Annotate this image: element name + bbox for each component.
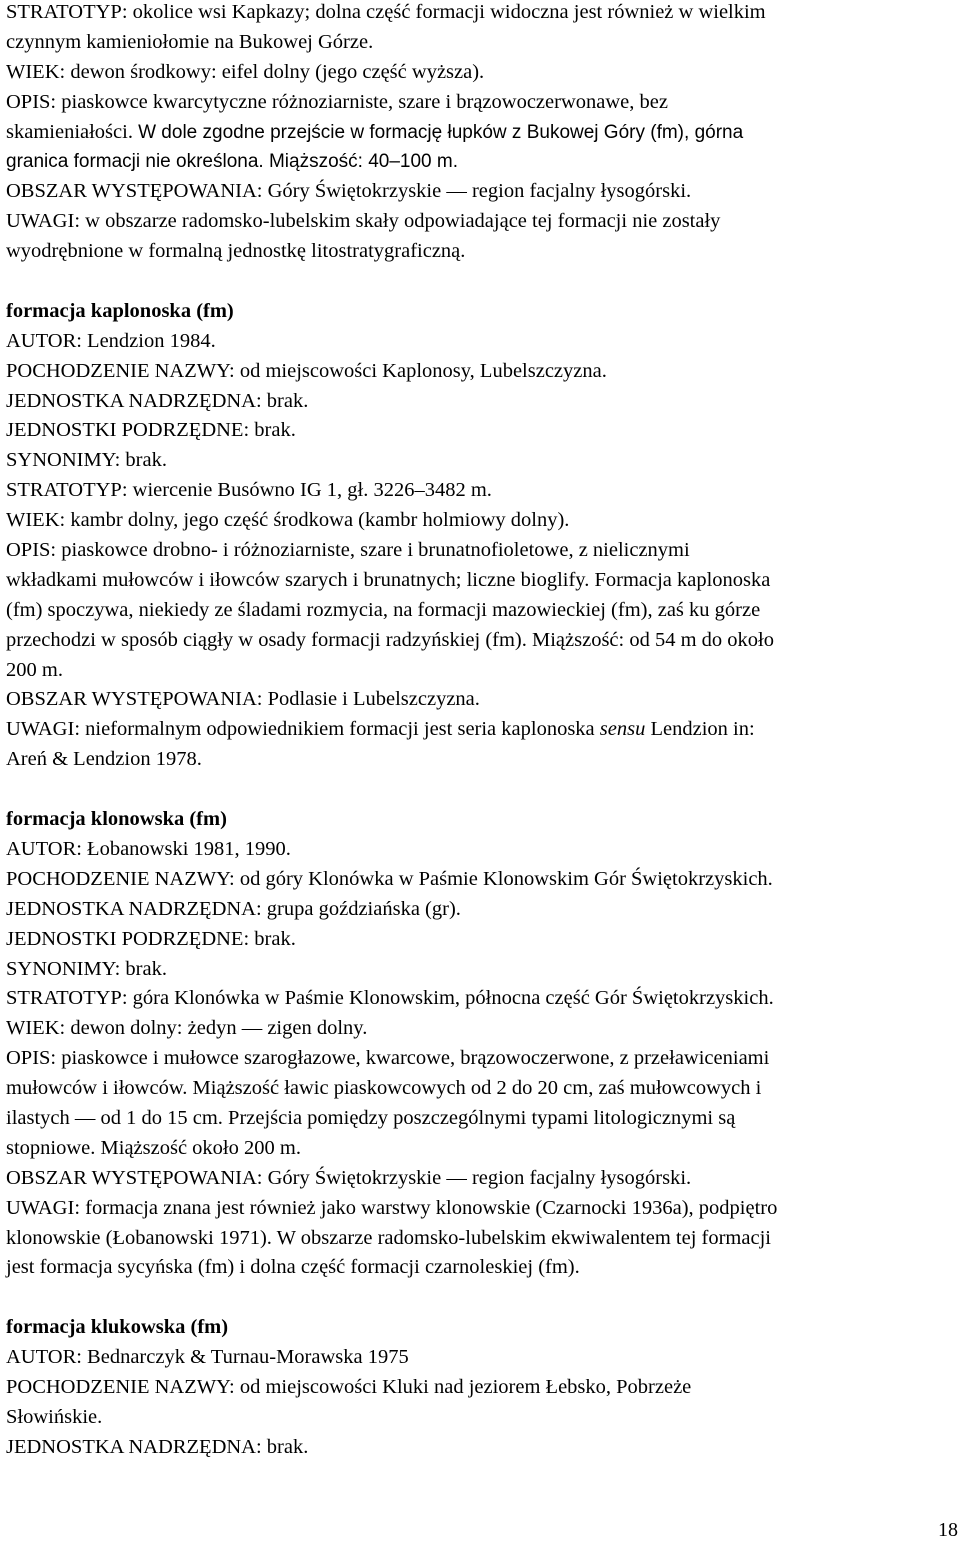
text-line (6, 1343, 956, 1373)
text-line (6, 955, 956, 985)
text-segment: JEDNOSTKA NADRZĘDNA: brak. (6, 1435, 309, 1458)
text-segment: AUTOR: Łobanowski 1981, 1990. (6, 837, 291, 860)
text-line (6, 147, 956, 177)
text-segment: OPIS: piaskowce drobno- i różnoziarniste, szare i brunatnofioletowe, z nielicznymi (6, 539, 690, 562)
text-line (6, 715, 956, 745)
text-line (6, 1194, 956, 1224)
text-segment: AUTOR: Lendzion 1984. (6, 329, 216, 352)
text-line (6, 984, 956, 1014)
text-line (6, 925, 956, 955)
text-segment: 200 m. (6, 658, 63, 681)
text-line (6, 28, 956, 58)
text-line (6, 1373, 956, 1403)
text-segment: UWAGI: nieformalnym odpowiednikiem formacji jest seria kaplonoska (6, 718, 600, 741)
page-number: 18 (938, 1519, 958, 1541)
text-segment: SYNONIMY: brak. (6, 957, 167, 980)
text-segment: granica formacji nie określona. Miąższość: 40–100 m. (6, 151, 458, 173)
text-segment: klonowskie (Łobanowski 1971). W obszarze radomsko-lubelskim ekwiwalentem tej formacji (6, 1226, 771, 1249)
text-segment: STRATOTYP: wiercenie Busówno IG 1, gł. 3226–3482 m. (6, 479, 492, 502)
text-line (6, 865, 956, 895)
text-line (6, 327, 956, 357)
text-segment: przechodzi w sposób ciągły w osady formacji radzyńskiej (fm). Miąższość: od 54 m do około (6, 628, 774, 651)
text-line (6, 626, 956, 656)
text-line (6, 536, 956, 566)
section-heading (6, 1313, 956, 1343)
text-segment: sensu (599, 718, 646, 741)
blank-line (6, 267, 956, 297)
text-segment: AUTOR: Bednarczyk & Turnau-Morawska 1975 (6, 1346, 409, 1369)
document-body (6, 0, 956, 1463)
text-segment: OBSZAR WYSTĘPOWANIA: Podlasie i Lubelszczyzna. (6, 688, 480, 711)
text-segment: mułowców i iłowców. Miąższość ławic piaskowcowych od 2 do 20 cm, zaś mułowcowych i (6, 1077, 762, 1100)
text-line (6, 207, 956, 237)
text-segment: wyodrębnione w formalną jednostkę litostratygraficzną. (6, 240, 466, 263)
text-segment: OPIS: piaskowce i mułowce szarogłazowe, kwarcowe, brązowoczerwone, z przeławiceniami (6, 1047, 770, 1070)
text-segment: OBSZAR WYSTĘPOWANIA: Góry Świętokrzyskie — region facjalny łysogórski. (6, 1166, 692, 1189)
text-segment: STRATOTYP: góra Klonówka w Paśmie Klonowskim, północna część Gór Świętokrzyskich. (6, 987, 774, 1010)
text-segment: Areń & Lendzion 1978. (6, 748, 202, 771)
text-line (6, 387, 956, 417)
text-segment: Lendzion in: (645, 718, 755, 741)
text-line (6, 895, 956, 925)
text-segment: WIEK: dewon środkowy: eifel dolny (jego część wyższa). (6, 60, 485, 83)
text-segment: POCHODZENIE NAZWY: od miejscowości Kaplonosy, Lubelszczyzna. (6, 359, 607, 382)
text-segment: formacja klukowska (fm) (6, 1316, 229, 1339)
text-segment: WIEK: dewon dolny: żedyn — zigen dolny. (6, 1017, 368, 1040)
text-segment: JEDNOSTKA NADRZĘDNA: grupa goździańska (gr). (6, 897, 461, 920)
text-segment: skamieniałości. (6, 120, 139, 143)
text-line (6, 118, 956, 148)
text-segment: POCHODZENIE NAZWY: od miejscowości Kluki nad jeziorem Łebsko, Pobrzeże (6, 1375, 692, 1398)
text-segment: ilastych — od 1 do 15 cm. Przejścia pomiędzy poszczególnymi typami litologicznymi są (6, 1106, 736, 1129)
text-line (6, 1164, 956, 1194)
text-line (6, 745, 956, 775)
blank-line (6, 775, 956, 805)
text-line (6, 416, 956, 446)
text-segment: formacja kaplonoska (fm) (6, 299, 234, 322)
text-line (6, 237, 956, 267)
text-line (6, 357, 956, 387)
text-segment: OBSZAR WYSTĘPOWANIA: Góry Świętokrzyskie — region facjalny łysogórski. (6, 180, 692, 203)
text-segment: UWAGI: w obszarze radomsko-lubelskim skały odpowiadające tej formacji nie zostały (6, 210, 721, 233)
text-segment: OPIS: piaskowce kwarcytyczne różnoziarniste, szare i brązowoczerwonawe, bez (6, 90, 668, 113)
text-line (6, 1014, 956, 1044)
text-line (6, 0, 956, 28)
text-segment: czynnym kamieniołomie na Bukowej Górze. (6, 30, 374, 53)
text-segment: (fm) spoczywa, niekiedy ze śladami rozmycia, na formacji mazowieckiej (fm), zaś ku górze (6, 598, 761, 621)
text-segment: WIEK: kambr dolny, jego część środkowa (kambr holmiowy dolny). (6, 509, 570, 532)
text-segment: formacja klonowska (fm) (6, 808, 227, 831)
text-line (6, 506, 956, 536)
section-heading (6, 805, 956, 835)
text-line (6, 835, 956, 865)
text-line (6, 446, 956, 476)
text-line (6, 1134, 956, 1164)
text-line (6, 476, 956, 506)
text-segment: W dole zgodne przejście w formację łupków z Bukowej Góry (fm), górna (138, 121, 744, 143)
text-segment: SYNONIMY: brak. (6, 449, 167, 472)
text-line (6, 596, 956, 626)
blank-line (6, 1283, 956, 1313)
text-segment: stopniowe. Miąższość około 200 m. (6, 1136, 301, 1159)
text-line (6, 1074, 956, 1104)
text-segment: Słowińskie. (6, 1405, 103, 1428)
text-line (6, 177, 956, 207)
text-segment: STRATOTYP: okolice wsi Kapkazy; dolna część formacji widoczna jest również w wielkim (6, 1, 766, 23)
text-segment: POCHODZENIE NAZWY: od góry Klonówka w Paśmie Klonowskim Gór Świętokrzyskich. (6, 867, 773, 890)
text-line (6, 1253, 956, 1283)
text-segment: UWAGI: formacja znana jest również jako warstwy klonowskie (Czarnocki 1936a), podpiętro (6, 1196, 778, 1219)
text-line (6, 656, 956, 686)
text-segment: JEDNOSTKA NADRZĘDNA: brak. (6, 389, 309, 412)
section-heading (6, 297, 956, 327)
text-line (6, 1224, 956, 1254)
text-line (6, 1104, 956, 1134)
text-segment: JEDNOSTKI PODRZĘDNE: brak. (6, 927, 296, 950)
text-line (6, 1433, 956, 1463)
text-segment: JEDNOSTKI PODRZĘDNE: brak. (6, 419, 296, 442)
text-line (6, 88, 956, 118)
text-segment: jest formacja sycyńska (fm) i dolna część formacji czarnoleskiej (fm). (6, 1256, 580, 1279)
text-line (6, 566, 956, 596)
text-line (6, 58, 956, 88)
text-line (6, 1044, 956, 1074)
text-line (6, 685, 956, 715)
text-line (6, 1403, 956, 1433)
text-segment: wkładkami mułowców i iłowców szarych i brunatnych; liczne bioglify. Formacja kaplonoska (6, 568, 771, 591)
